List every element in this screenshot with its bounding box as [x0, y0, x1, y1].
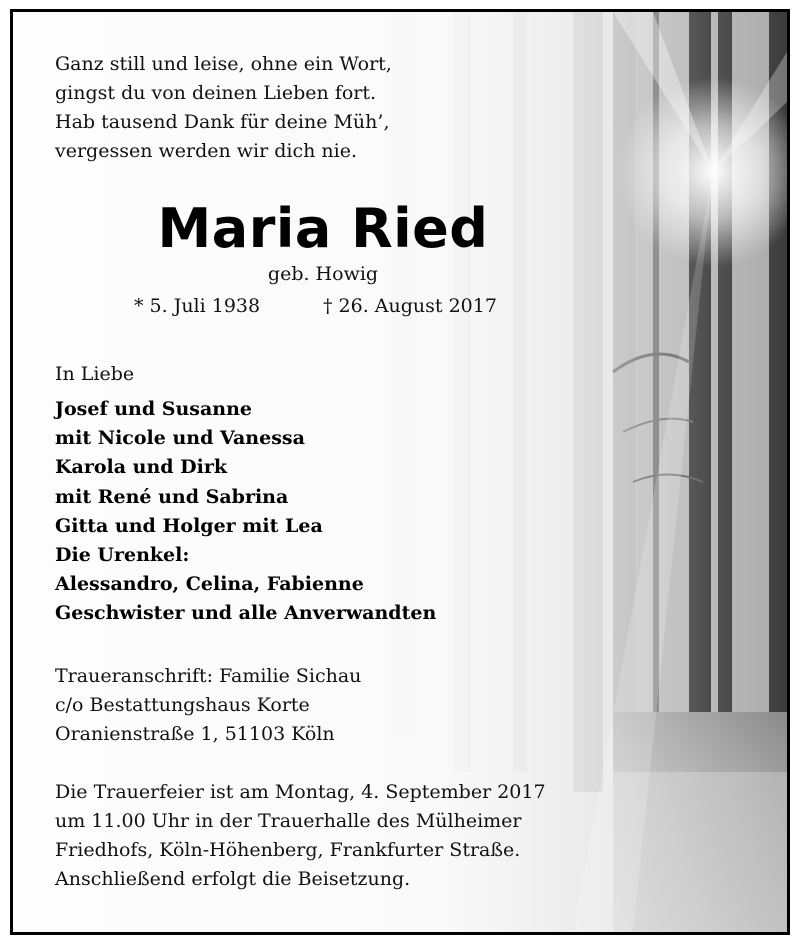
mourner-line: mit René und Sabrina	[55, 485, 289, 508]
deceased-name: Maria Ried	[157, 197, 489, 260]
funeral-line: Die Trauerfeier ist am Montag, 4. September 2017	[55, 781, 546, 803]
mourner-line: Karola und Dirk	[55, 456, 228, 479]
mourner-line: Die Urenkel:	[55, 544, 190, 567]
address-line: Oranienstraße 1, 51103 Köln	[55, 723, 335, 745]
poem-line: Ganz still und leise, ohne ein Wort,	[55, 53, 392, 75]
poem-line: Hab tausend Dank für deine Müh’,	[55, 111, 390, 133]
poem-line: vergessen werden wir dich nie.	[55, 140, 357, 162]
address-line: c/o Bestattungshaus Korte	[55, 694, 310, 716]
mourner-line: Gitta und Holger mit Lea	[55, 514, 323, 537]
poem-line: gingst du von deinen Lieben fort.	[55, 82, 377, 104]
funeral-line: Anschließend erfolgt die Beisetzung.	[55, 868, 411, 890]
mourning-address	[55, 662, 361, 749]
memorial-poem	[55, 50, 392, 166]
mourner-line: Geschwister und alle Anverwandten	[55, 602, 437, 625]
death-date: † 26. August 2017	[323, 295, 497, 317]
maiden-name: geb. Howig	[267, 263, 379, 285]
in-love-heading: In Liebe	[55, 363, 135, 385]
birth-date: * 5. Juli 1938	[134, 295, 261, 317]
mourner-line: mit Nicole und Vanessa	[55, 427, 305, 450]
address-line: Traueranschrift: Familie Sichau	[55, 665, 362, 687]
mourners-list	[55, 395, 436, 629]
funeral-line: um 11.00 Uhr in der Trauerhalle des Mülheimer	[55, 810, 522, 832]
mourner-line: Josef und Susanne	[55, 398, 253, 420]
funeral-line: Friedhofs, Köln-Höhenberg, Frankfurter Straße.	[55, 839, 521, 861]
mourner-line: Alessandro, Celina, Fabienne	[55, 573, 364, 596]
obituary-notice	[10, 9, 790, 935]
funeral-information	[55, 778, 546, 894]
